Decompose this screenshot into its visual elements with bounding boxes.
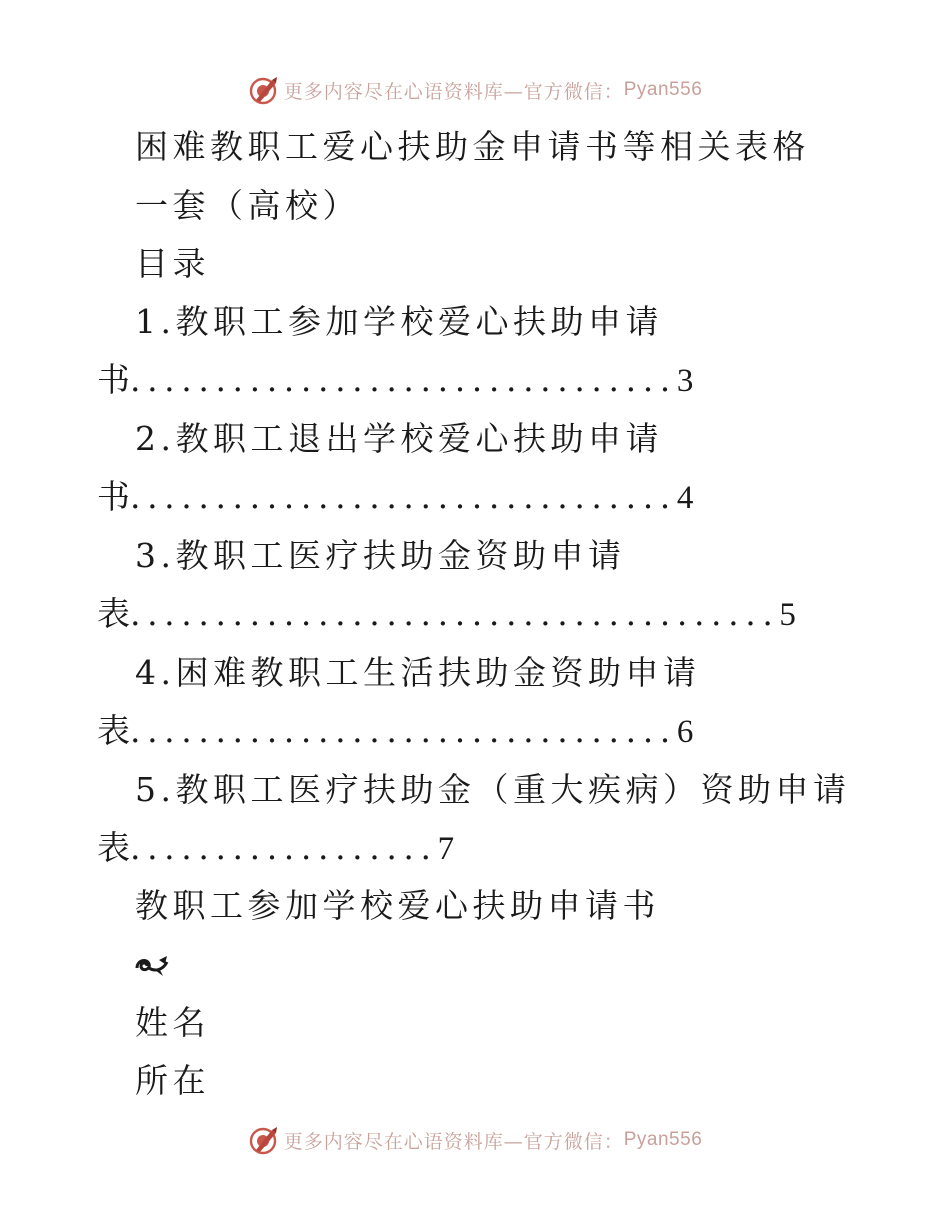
toc-item-2-dots: ................................ — [130, 477, 677, 516]
toc-item-5-dots: .................. — [130, 828, 438, 867]
pen-logo-icon — [248, 74, 280, 106]
ornament-icon — [133, 950, 173, 980]
toc-item-4-tail: 表 — [97, 711, 130, 750]
toc-item-3-leader — [97, 594, 796, 635]
toc-item-4-leader — [97, 711, 693, 752]
toc-item-3-tail: 表 — [97, 594, 130, 633]
watermark-header — [0, 70, 950, 110]
toc-item-3-dots: ...................................... — [130, 594, 780, 633]
doc-title-line-1: 困难教职工爱心扶助金申请书等相关表格 — [135, 127, 810, 166]
watermark-brand: Pyan556 — [623, 79, 703, 100]
toc-item-4-page: 6 — [676, 714, 694, 750]
toc-item-5-page: 7 — [437, 831, 455, 867]
section-heading: 教职工参加学校爱心扶助申请书 — [135, 886, 660, 925]
toc-item-1-leader — [97, 360, 693, 401]
field-name-label: 姓名 — [135, 1003, 210, 1042]
toc-item-3-label: 3.教职工医疗扶助金资助申请 — [135, 536, 626, 575]
toc-item-2-leader — [97, 477, 693, 518]
toc-item-5-tail: 表 — [97, 828, 130, 867]
toc-item-1-dots: ................................ — [130, 360, 677, 399]
toc-item-2-page: 4 — [676, 480, 694, 516]
toc-item-2-tail: 书 — [97, 477, 130, 516]
toc-item-3-page: 5 — [779, 597, 796, 633]
watermark-text: 更多内容尽在心语资料库—官方微信： — [283, 80, 624, 103]
toc-item-1-page: 3 — [676, 363, 694, 399]
doc-title-line-2: 一套（高校） — [135, 186, 360, 225]
toc-item-1-tail: 书 — [97, 360, 130, 399]
field-location-label: 所在 — [135, 1061, 210, 1100]
toc-item-1-label: 1.教职工参加学校爱心扶助申请 — [135, 302, 663, 341]
watermark-text: 更多内容尽在心语资料库—官方微信： — [283, 1130, 624, 1153]
pen-logo-icon — [248, 1124, 280, 1156]
toc-item-2-label: 2.教职工退出学校爱心扶助申请 — [135, 419, 663, 458]
toc-item-5-label: 5.教职工医疗扶助金（重大疾病）资助申请 — [135, 770, 851, 809]
toc-item-5-leader — [97, 828, 454, 869]
toc-heading: 目录 — [135, 244, 210, 283]
toc-item-4-label: 4.困难教职工生活扶助金资助申请 — [135, 653, 701, 692]
toc-item-4-dots: ................................ — [130, 711, 677, 750]
watermark-brand: Pyan556 — [623, 1129, 703, 1150]
watermark-footer — [0, 1120, 950, 1160]
